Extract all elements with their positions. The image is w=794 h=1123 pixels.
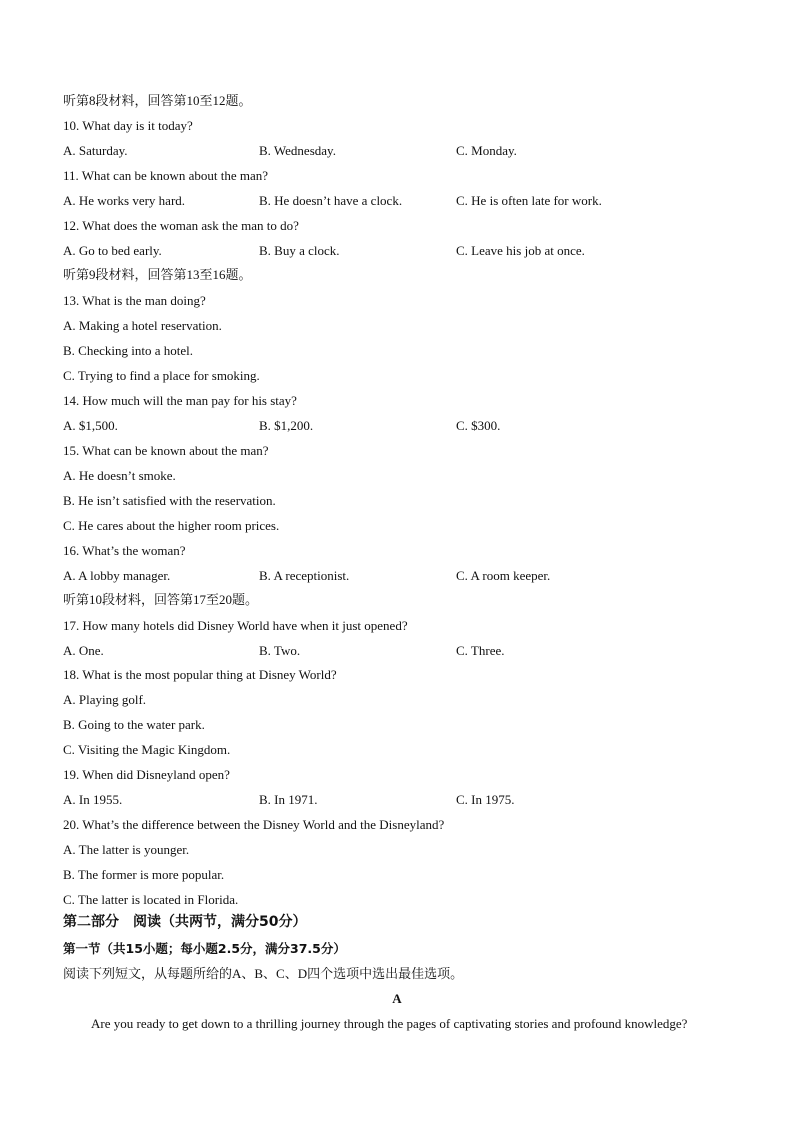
section8-intro: 听第8段材料，回答第10至12题。	[63, 93, 252, 108]
question-11-option-c: C. He is often late for work.	[456, 193, 602, 208]
question-16-stem: 16. What’s the woman?	[63, 543, 186, 558]
question-15-stem: 15. What can be known about the man?	[63, 443, 269, 458]
question-14-option-b: B. $1,200.	[259, 418, 314, 433]
question-15-option-a: A. He doesn’t smoke.	[63, 468, 176, 483]
question-13-option-b: B. Checking into a hotel.	[63, 343, 193, 358]
question-13-stem: 13. What is the man doing?	[63, 293, 206, 308]
question-11-stem: 11. What can be known about the man?	[63, 168, 269, 183]
part2-instruction: 阅读下列短文，从每题所给的A、B、C、D四个选项中选出最佳选项。	[63, 966, 464, 981]
question-17-option-b: B. Two.	[259, 643, 301, 658]
question-16-option-c: C. A room keeper.	[456, 568, 551, 583]
question-12-stem: 12. What does the woman ask the man to do?	[63, 218, 299, 233]
question-10-stem: 10. What day is it today?	[63, 118, 193, 133]
question-13-option-a: A. Making a hotel reservation.	[63, 318, 222, 333]
question-18-option-b: B. Going to the water park.	[63, 717, 205, 732]
question-19-option-b: B. In 1971.	[259, 792, 318, 807]
question-20-option-b: B. The former is more popular.	[63, 867, 225, 882]
question-20-stem: 20. What’s the difference between the Disney World and the Disneyland?	[63, 817, 445, 832]
question-10-option-b: B. Wednesday.	[259, 143, 336, 158]
question-11-option-a: A. He works very hard.	[63, 193, 186, 208]
question-19-stem: 19. When did Disneyland open?	[63, 767, 230, 782]
question-12-option-a: A. Go to bed early.	[63, 243, 162, 258]
question-14-stem: 14. How much will the man pay for his stay?	[63, 393, 297, 408]
question-15-option-b: B. He isn’t satisfied with the reservation.	[63, 493, 276, 508]
section10-intro: 听第10段材料，回答第17至20题。	[63, 592, 259, 607]
question-18-option-a: A. Playing golf.	[63, 692, 147, 707]
question-17-stem: 17. How many hotels did Disney World have when it just opened?	[63, 618, 408, 633]
question-20-option-c: C. The latter is located in Florida.	[63, 892, 239, 907]
question-14-option-a: A. $1,500.	[63, 418, 118, 433]
question-13-option-c: C. Trying to find a place for smoking.	[63, 368, 260, 383]
passage-first-line: Are you ready to get down to a thrilling journey through the pages of captivating stories and profound knowledge?	[91, 1016, 688, 1031]
question-12-option-c: C. Leave his job at once.	[456, 243, 585, 258]
question-17-option-a: A. One.	[63, 643, 104, 658]
passage-label: A	[392, 991, 402, 1006]
question-12-option-b: B. Buy a clock.	[259, 243, 340, 258]
question-10-option-a: A. Saturday.	[63, 143, 128, 158]
question-19-option-a: A. In 1955.	[63, 792, 123, 807]
question-10-option-c: C. Monday.	[456, 143, 517, 158]
question-16-option-b: B. A receptionist.	[259, 568, 350, 583]
question-14-option-c: C. $300.	[456, 418, 501, 433]
question-11-option-b: B. He doesn’t have a clock.	[259, 193, 403, 208]
section9-intro: 听第9段材料，回答第13至16题。	[63, 267, 252, 282]
part2-title: 第二部分 阅读（共两节，满分50分）	[63, 914, 307, 930]
question-15-option-c: C. He cares about the higher room prices.	[63, 518, 280, 533]
question-16-option-a: A. A lobby manager.	[63, 568, 171, 583]
question-18-option-c: C. Visiting the Magic Kingdom.	[63, 742, 231, 757]
question-20-option-a: A. The latter is younger.	[63, 842, 190, 857]
part2-section1-heading: 第一节（共15小题；每小题2.5分，满分37.5分）	[63, 941, 346, 956]
question-18-stem: 18. What is the most popular thing at Disney World?	[63, 667, 337, 682]
question-17-option-c: C. Three.	[456, 643, 505, 658]
question-19-option-c: C. In 1975.	[456, 792, 515, 807]
